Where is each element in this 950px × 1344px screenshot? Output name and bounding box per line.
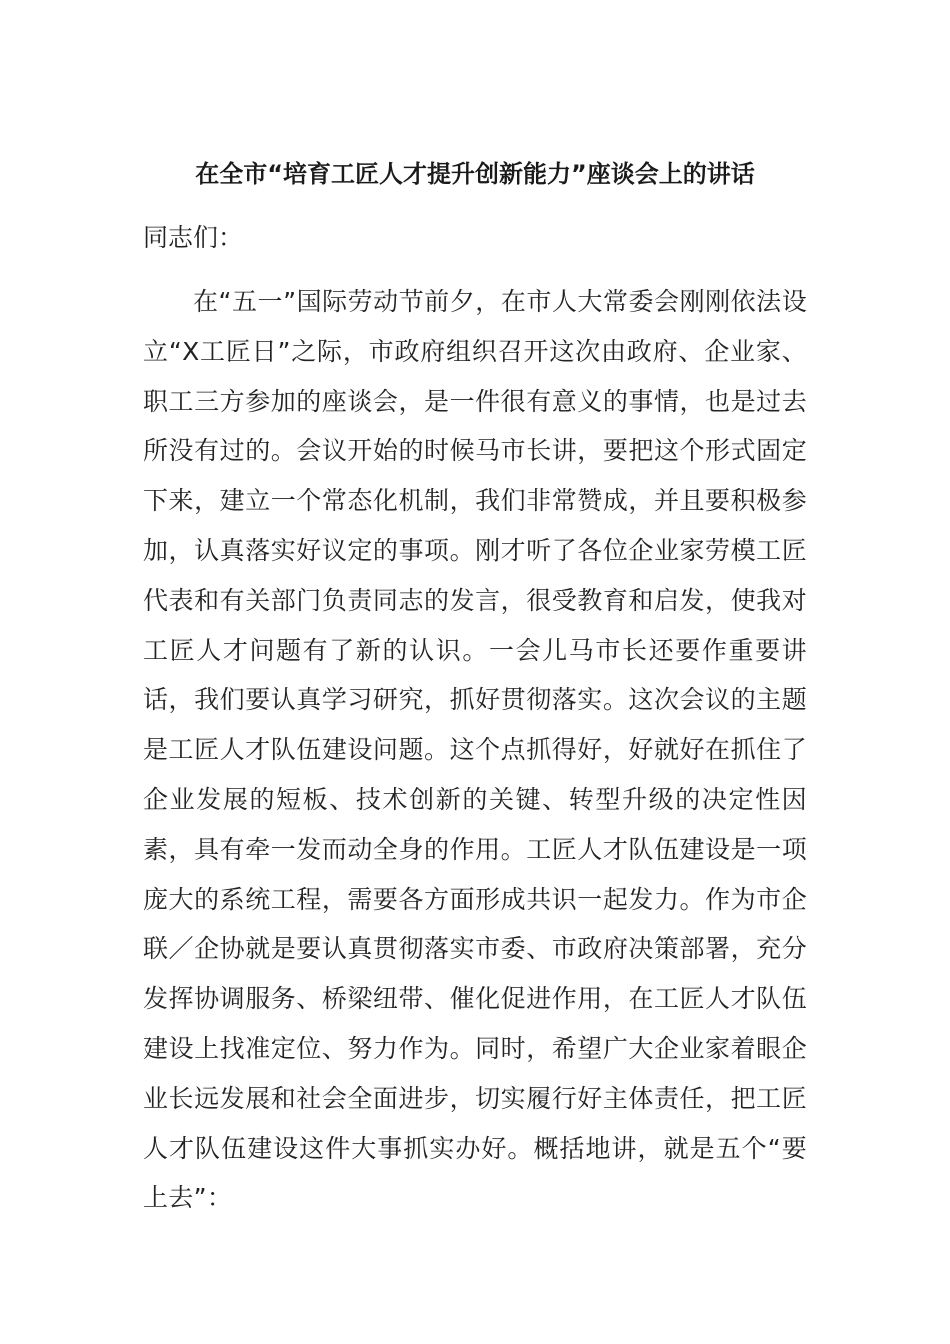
salutation: 同志们： (143, 223, 244, 252)
document-title: 在全市“培育工匠人才提升创新能力”座谈会上的讲话 (195, 160, 755, 188)
body-paragraph: 在“五一”国际劳动节前夕，在市人大常委会刚刚依法设立“X工匠日”之际，市政府组织召开这次由政府、企业家、职工三方参加的座谈会，是一件很有意义的事情，也是过去所没有过的。会议开始的时候马市长讲，要把这个形式固定下来，建立一个常态化机制，我们非常赞成，并且要积极参加，认真落实好议定的事项。刚才听了各位企业家劳模工匠代表和有关部门负责同志的发言，很受教育和启发，使我对工匠人才问题有了新的认识。一会儿马市长还要作重要讲话，我们要认真学习研究，抓好贯彻落实。这次会议的主题是工匠人才队伍建设问题。这个点抓得好，好就好在抓住了企业发展的短板、技术创新的关键、转型升级的决定性因素，具有牵一发而动全身的作用。工匠人才队伍建设是一项庞大的系统工程，需要各方面形成共识一起发力。作为市企联／企协就是要认真贯彻落实市委、市政府决策部署，充分发挥协调服务、桥梁纽带、催化促进作用，在工匠人才队伍建设上找准定位、努力作为。同时，希望广大企业家着眼企业长远发展和社会全面进步，切实履行好主体责任，把工匠人才队伍建设这件大事抓实办好。概括地讲，就是五个“要上去”： (143, 287, 807, 1213)
